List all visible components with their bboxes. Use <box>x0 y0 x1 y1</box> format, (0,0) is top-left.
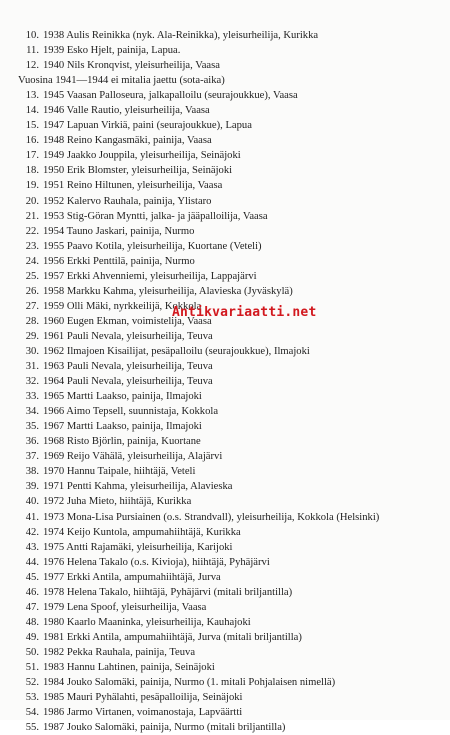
item-number: 22. <box>25 225 39 237</box>
item-text: 1948 Reino Kangasmäki, painija, Vaasa <box>43 135 212 147</box>
item-number: 34. <box>25 406 39 418</box>
item-number: 36. <box>25 436 39 448</box>
item-text: 1971 Pentti Kahma, yleisurheilija, Alavieska <box>43 481 233 493</box>
item-text: 1952 Kalervo Rauhala, painija, Ylistaro <box>43 195 212 207</box>
item-text: 1961 Pauli Nevala, yleisurheilija, Teuva <box>43 330 213 342</box>
item-number: 54. <box>25 707 39 719</box>
item-number: 27. <box>25 300 39 312</box>
item-number: 47. <box>25 601 39 613</box>
item-number: 55. <box>25 722 39 734</box>
item-number: 23. <box>25 240 39 252</box>
item-text: 1950 Erik Blomster, yleisurheilija, Seinäjoki <box>43 165 233 177</box>
item-number: 10. <box>25 30 39 41</box>
item-number: 40. <box>25 496 39 508</box>
item-text: 1974 Keijo Kuntola, ampumahiihtäjä, Kurikka <box>43 526 241 538</box>
item-text: 1947 Lapuan Virkiä, paini (seurajoukkue), Lapua <box>43 120 252 132</box>
item-text: 1959 Olli Mäki, nyrkkeilijä, Kokkola <box>43 300 202 312</box>
item-text: 1987 Jouko Salomäki, painija, Nurmo (mitali briljantilla) <box>43 722 286 734</box>
item-text: 1977 Erkki Antila, ampumahiihtäjä, Jurva <box>43 571 221 583</box>
list-item <box>18 88 443 103</box>
list-note <box>18 73 443 88</box>
item-text: 1967 Martti Laakso, painija, Ilmajoki <box>43 421 202 433</box>
list-item <box>18 103 443 118</box>
item-text: 1984 Jouko Salomäki, painija, Nurmo (1. mitali Pohjalaisen nimellä) <box>43 677 336 689</box>
item-number: 50. <box>25 646 39 658</box>
item-number: 25. <box>25 270 39 282</box>
item-number: 24. <box>25 255 39 267</box>
list-item <box>18 58 443 73</box>
list-item <box>18 269 443 284</box>
item-text: 1969 Reijo Vähälä, yleisurheilija, Alajärvi <box>43 451 223 463</box>
item-number: 53. <box>25 692 39 704</box>
list-item <box>18 555 443 570</box>
list-item <box>18 389 443 404</box>
item-text: 1951 Reino Hiltunen, yleisurheilija, Vaasa <box>43 180 223 192</box>
item-text: 1986 Jarmo Virtanen, voimanostaja, Lapväärtti <box>43 707 243 719</box>
list-item <box>18 118 443 133</box>
list-item <box>18 494 443 509</box>
list-item <box>18 359 443 374</box>
list-item <box>18 585 443 600</box>
list-item <box>18 284 443 299</box>
item-text: 1962 Ilmajoen Kisailijat, pesäpalloilu (seurajoukkue), Ilmajoki <box>43 345 310 357</box>
item-text: 1938 Aulis Reinikka (nyk. Ala-Reinikka), yleisurheilija, Kurikka <box>43 30 319 41</box>
item-number: 41. <box>25 511 39 523</box>
item-text: 1968 Risto Björlin, painija, Kuortane <box>43 436 201 448</box>
list-item <box>18 178 443 193</box>
item-number: 11. <box>26 45 39 57</box>
item-text: Vuosina 1941—1944 ei mitalia jaettu (sota-aika) <box>18 75 225 87</box>
list-item <box>18 675 443 690</box>
list-item <box>18 720 443 735</box>
item-number: 32. <box>25 376 39 388</box>
list-item <box>18 570 443 585</box>
list-item <box>18 690 443 705</box>
item-text: 1953 Stig-Göran Myntti, jalka- ja jääpalloilija, Vaasa <box>43 210 268 222</box>
list-item <box>18 224 443 239</box>
item-number: 49. <box>25 631 39 643</box>
item-text: 1980 Kaarlo Maaninka, yleisurheilija, Kauhajoki <box>43 616 251 628</box>
item-number: 30. <box>25 345 39 357</box>
list-item <box>18 404 443 419</box>
item-number: 19. <box>25 180 39 192</box>
list-item <box>18 133 443 148</box>
item-text: 1970 Hannu Taipale, hiihtäjä, Veteli <box>43 466 196 478</box>
item-number: 42. <box>25 526 39 538</box>
item-number: 26. <box>25 285 39 297</box>
item-text: 1976 Helena Takalo (o.s. Kivioja), hiihtäjä, Pyhäjärvi <box>43 556 270 568</box>
list-item <box>18 449 443 464</box>
list-item <box>18 43 443 58</box>
item-text: 1973 Mona-Lisa Pursiainen (o.s. Strandvall), yleisurheilija, Kokkola (Helsinki) <box>43 511 380 523</box>
item-number: 17. <box>25 150 39 162</box>
list-item <box>18 434 443 449</box>
list-item <box>18 374 443 389</box>
item-number: 16. <box>25 135 39 147</box>
list-item <box>18 329 443 344</box>
item-text: 1975 Antti Rajamäki, yleisurheilija, Karijoki <box>43 541 233 553</box>
medal-recipients-list <box>18 28 443 735</box>
item-number: 48. <box>25 616 39 628</box>
list-item <box>18 510 443 525</box>
item-text: 1981 Erkki Antila, ampumahiihtäjä, Jurva (mitali briljantilla) <box>43 631 302 643</box>
item-number: 45. <box>25 571 39 583</box>
list-item <box>18 419 443 434</box>
item-number: 39. <box>25 481 39 493</box>
item-text: 1964 Pauli Nevala, yleisurheilija, Teuva <box>43 376 213 388</box>
item-number: 18. <box>25 165 39 177</box>
item-number: 13. <box>25 90 39 102</box>
item-number: 51. <box>25 661 39 673</box>
item-text: 1982 Pekka Rauhala, painija, Teuva <box>43 646 196 658</box>
list-item <box>18 645 443 660</box>
list-item <box>18 464 443 479</box>
item-text: 1985 Mauri Pyhälahti, pesäpalloilija, Seinäjoki <box>43 692 243 704</box>
item-number: 20. <box>25 195 39 207</box>
list-item <box>18 705 443 720</box>
item-number: 14. <box>25 105 39 117</box>
item-text: 1956 Erkki Penttilä, painija, Nurmo <box>43 255 195 267</box>
list-item <box>18 194 443 209</box>
item-number: 15. <box>25 120 39 132</box>
item-text: 1945 Vaasan Palloseura, jalkapalloilu (seurajoukkue), Vaasa <box>43 90 298 102</box>
item-number: 52. <box>25 677 39 689</box>
list-item <box>18 148 443 163</box>
item-number: 43. <box>25 541 39 553</box>
list-item <box>18 344 443 359</box>
item-number: 35. <box>25 421 39 433</box>
item-number: 44. <box>25 556 39 568</box>
item-text: 1939 Esko Hjelt, painija, Lapua. <box>43 45 181 57</box>
list-item <box>18 660 443 675</box>
item-text: 1946 Valle Rautio, yleisurheilija, Vaasa <box>43 105 210 117</box>
item-text: 1957 Erkki Ahvenniemi, yleisurheilija, Lappajärvi <box>43 270 257 282</box>
list-item <box>18 540 443 555</box>
item-number: 38. <box>25 466 39 478</box>
item-number: 33. <box>25 391 39 403</box>
item-text: 1966 Aimo Tepsell, suunnistaja, Kokkola <box>43 406 219 418</box>
item-number: 31. <box>25 361 39 373</box>
item-number: 21. <box>25 210 39 222</box>
item-text: 1963 Pauli Nevala, yleisurheilija, Teuva <box>43 361 213 373</box>
list-item <box>18 209 443 224</box>
list-item <box>18 479 443 494</box>
item-text: 1955 Paavo Kotila, yleisurheilija, Kuortane (Veteli) <box>43 240 262 252</box>
item-number: 37. <box>25 451 39 463</box>
item-text: 1960 Eugen Ekman, voimistelija, Vaasa <box>43 315 212 327</box>
item-text: 1979 Lena Spoof, yleisurheilija, Vaasa <box>43 601 207 613</box>
list-item <box>18 600 443 615</box>
list-item <box>18 163 443 178</box>
item-number: 46. <box>25 586 39 598</box>
item-text: 1949 Jaakko Jouppila, yleisurheilija, Seinäjoki <box>43 150 241 162</box>
list-item <box>18 239 443 254</box>
list-item <box>18 254 443 269</box>
item-text: 1954 Tauno Jaskari, painija, Nurmo <box>43 225 195 237</box>
list-item <box>18 525 443 540</box>
item-text: 1965 Martti Laakso, painija, Ilmajoki <box>43 391 202 403</box>
watermark-text: Antikvariaatti.net <box>172 305 317 320</box>
item-text: 1940 Nils Kronqvist, yleisurheilija, Vaasa <box>43 60 220 72</box>
list-item <box>18 630 443 645</box>
item-text: 1972 Juha Mieto, hiihtäjä, Kurikka <box>43 496 192 508</box>
item-number: 28. <box>25 315 39 327</box>
item-number: 29. <box>25 330 39 342</box>
list-item <box>18 28 443 43</box>
item-text: 1983 Hannu Lahtinen, painija, Seinäjoki <box>43 661 215 673</box>
item-text: 1978 Helena Takalo, hiihtäjä, Pyhäjärvi (mitali briljantilla) <box>43 586 293 598</box>
list-item <box>18 615 443 630</box>
item-text: 1958 Markku Kahma, yleisurheilija, Alavieska (Jyväskylä) <box>43 285 293 297</box>
item-number: 12. <box>25 60 39 72</box>
